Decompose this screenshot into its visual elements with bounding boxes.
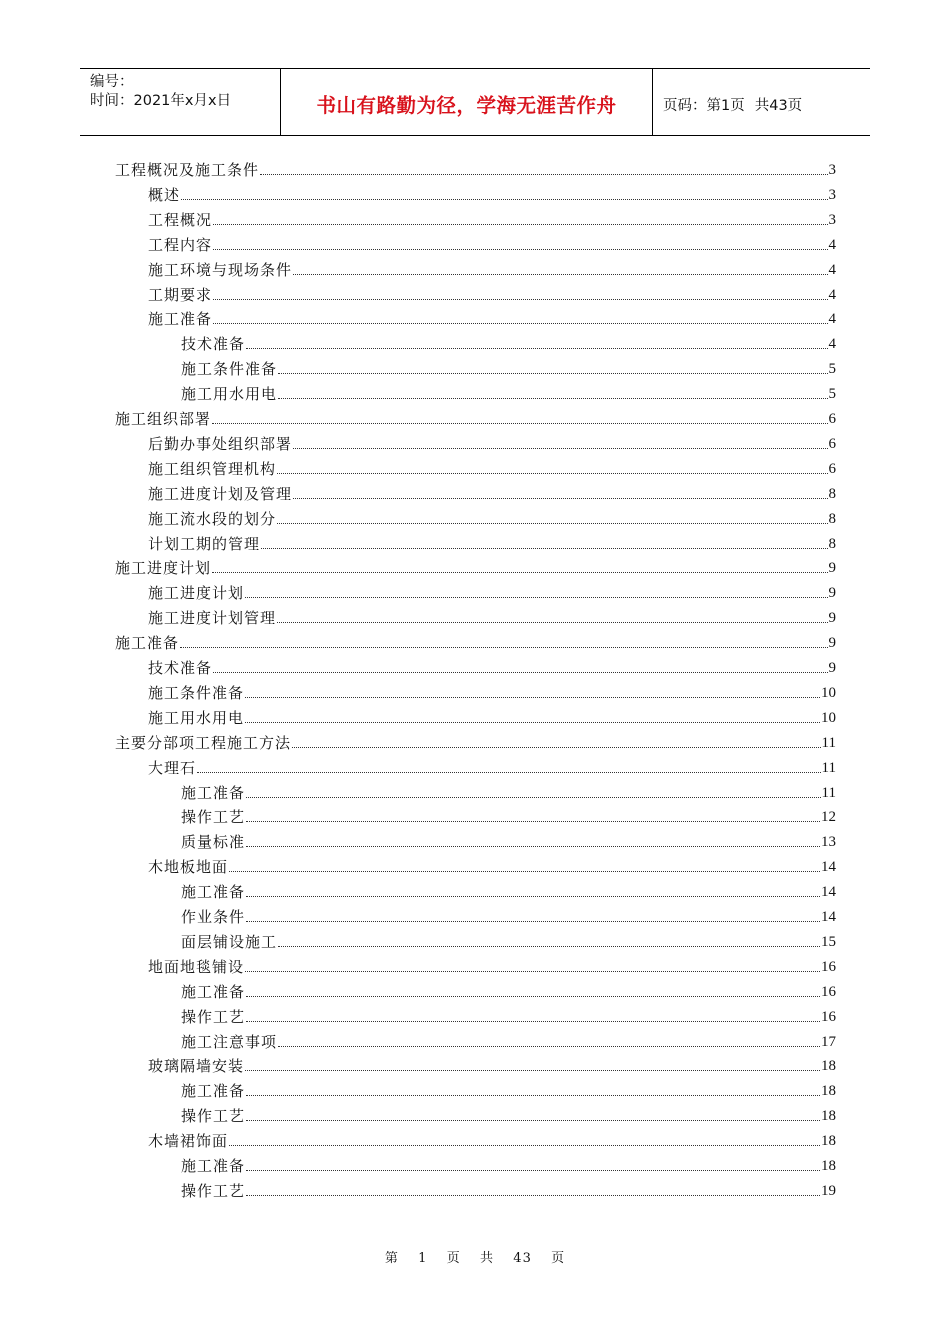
toc-entry-title: 操作工艺 [181, 808, 246, 827]
toc-leader-dots [246, 921, 820, 922]
toc-entry-page: 4 [828, 336, 836, 353]
toc-leader-dots [246, 1195, 820, 1196]
toc-entry[interactable] [148, 581, 836, 603]
toc-leader-dots [212, 572, 827, 573]
toc-leader-dots [246, 846, 820, 847]
toc-entry-title: 施工准备 [181, 982, 246, 1001]
toc-leader-dots [277, 622, 827, 623]
toc-entry[interactable] [148, 183, 836, 205]
toc-leader-dots [229, 871, 820, 872]
toc-entry-title: 施工准备 [148, 310, 213, 329]
toc-entry[interactable] [181, 930, 836, 952]
toc-entry-page: 11 [821, 759, 836, 776]
toc-entry-title: 施工环境与现场条件 [148, 260, 293, 279]
toc-entry-page: 3 [828, 162, 836, 178]
toc-leader-dots [246, 1021, 820, 1022]
toc-leader-dots [246, 797, 821, 798]
toc-entry-page: 9 [828, 635, 836, 652]
toc-entry[interactable] [148, 457, 836, 479]
toc-entry-title: 操作工艺 [181, 1181, 246, 1200]
toc-leader-dots [197, 772, 821, 773]
toc-entry[interactable] [148, 1129, 836, 1151]
toc-entry[interactable] [148, 482, 836, 504]
toc-entry[interactable] [115, 731, 836, 753]
toc-entry[interactable] [148, 681, 836, 703]
toc-entry-title: 技术准备 [148, 659, 213, 677]
toc-entry[interactable] [148, 307, 836, 329]
toc-leader-dots [277, 473, 827, 474]
toc-entry-page: 12 [821, 809, 836, 826]
toc-entry-title: 主要分部项工程施工方法 [115, 733, 292, 752]
toc-entry[interactable] [181, 1030, 836, 1052]
toc-leader-dots [293, 448, 827, 449]
toc-entry-title: 工程内容 [148, 235, 213, 254]
toc-leader-dots [246, 821, 820, 822]
toc-entry[interactable] [148, 283, 836, 305]
toc-leader-dots [213, 224, 827, 225]
toc-leader-dots [278, 373, 827, 374]
toc-leader-dots [245, 697, 820, 698]
toc-entry-page: 16 [821, 983, 836, 1000]
toc-entry-title: 施工进度计划管理 [148, 609, 277, 628]
toc-entry[interactable] [181, 382, 836, 404]
toc-leader-dots [213, 299, 827, 300]
toc-entry-title: 施工准备 [181, 783, 246, 802]
toc-entry[interactable] [181, 1179, 836, 1201]
toc-entry[interactable] [181, 980, 836, 1002]
toc-entry-title: 玻璃隔墙安装 [148, 1057, 245, 1076]
toc-entry-title: 施工进度计划 [115, 559, 212, 578]
header-meta [80, 69, 281, 135]
toc-leader-dots [278, 946, 820, 947]
toc-entry-page: 11 [821, 734, 836, 751]
toc-entry-page: 6 [828, 435, 836, 452]
toc-entry-title: 施工条件准备 [148, 683, 245, 702]
toc-leader-dots [229, 1145, 820, 1146]
header-time: 时间：2021年x月x日 [90, 93, 232, 109]
toc-entry-page: 6 [828, 411, 836, 427]
toc-entry[interactable] [181, 805, 836, 827]
toc-leader-dots [212, 423, 827, 424]
footer-ye-2: 页 [551, 1251, 566, 1266]
toc-entry[interactable] [181, 1104, 836, 1126]
toc-leader-dots [246, 348, 827, 349]
toc-entry-page: 14 [821, 859, 836, 876]
toc-entry-page: 4 [828, 311, 836, 328]
toc-entry-page: 10 [821, 684, 836, 701]
toc-entry-page: 16 [821, 1008, 836, 1025]
toc-entry[interactable] [148, 208, 836, 230]
toc-leader-dots [261, 548, 827, 549]
toc-entry-page: 18 [821, 1058, 836, 1075]
toc-entry[interactable] [181, 1005, 836, 1027]
toc-entry-page: 14 [821, 884, 836, 901]
toc-leader-dots [293, 498, 827, 499]
toc-entry[interactable] [181, 332, 836, 354]
header-number: 编号： [90, 74, 134, 90]
toc-entry-page: 4 [828, 261, 836, 278]
toc-entry-title: 后勤办事处组织部署 [148, 434, 293, 453]
toc-entry-title: 施工组织部署 [115, 410, 212, 428]
toc-entry-title: 施工注意事项 [181, 1032, 278, 1051]
toc-entry-page: 10 [821, 709, 836, 726]
footer-di: 第 [384, 1251, 399, 1266]
toc-leader-dots [246, 1095, 820, 1096]
toc-entry-page: 19 [821, 1182, 836, 1199]
toc-entry-title: 地面地毯铺设 [148, 957, 245, 976]
toc-entry[interactable] [148, 855, 836, 877]
toc-entry-page: 18 [821, 1133, 836, 1150]
toc-entry[interactable] [148, 1054, 836, 1076]
toc-leader-dots [213, 249, 827, 250]
toc-leader-dots [245, 722, 820, 723]
toc-entry-page: 8 [828, 535, 836, 552]
toc-leader-dots [246, 1120, 820, 1121]
toc-entry-title: 施工准备 [181, 1157, 246, 1175]
toc-entry[interactable] [148, 507, 836, 529]
toc-entry-title: 技术准备 [181, 335, 246, 354]
toc-entry-page: 9 [828, 610, 836, 627]
toc-entry[interactable] [115, 556, 836, 578]
toc-entry-title: 施工流水段的划分 [148, 509, 277, 528]
toc-entry-title: 操作工艺 [181, 1107, 246, 1126]
toc-entry-page: 9 [828, 560, 836, 577]
toc-entry-title: 施工进度计划及管理 [148, 484, 293, 503]
toc-entry-page: 18 [821, 1158, 836, 1174]
toc-leader-dots [245, 1070, 820, 1071]
header-total: 共43页 [754, 97, 803, 114]
toc-entry-title: 施工准备 [181, 1082, 246, 1101]
footer-ye: 页 [446, 1251, 461, 1266]
toc-entry-title: 面层铺设施工 [181, 932, 278, 951]
toc-entry-page: 9 [828, 660, 836, 676]
header-page-cell [653, 69, 870, 135]
toc-entry-page: 8 [828, 510, 836, 527]
toc-entry-title: 施工准备 [115, 634, 180, 653]
toc-leader-dots [260, 174, 827, 175]
toc-entry-title: 施工用水用电 [181, 385, 278, 404]
toc-entry-title: 工程概况及施工条件 [115, 161, 260, 179]
toc-entry-page: 11 [821, 784, 836, 801]
toc-leader-dots [245, 971, 820, 972]
toc-entry[interactable] [115, 158, 836, 180]
toc-entry[interactable] [181, 905, 836, 927]
toc-entry-title: 木墙裙饰面 [148, 1132, 229, 1151]
toc-entry-page: 14 [821, 909, 836, 925]
page-header [80, 68, 870, 136]
toc-leader-dots [246, 896, 820, 897]
toc-entry-title: 施工条件准备 [181, 360, 278, 379]
header-motto: 书山有路勤为径，学海无涯苦作舟 [316, 94, 617, 117]
toc-entry-title: 操作工艺 [181, 1007, 246, 1026]
toc-entry-title: 计划工期的管理 [148, 534, 261, 553]
toc-entry[interactable] [148, 955, 836, 977]
toc-entry-page: 6 [828, 460, 836, 477]
toc-entry[interactable] [181, 357, 836, 379]
toc-leader-dots [181, 199, 827, 200]
toc-leader-dots [245, 597, 827, 598]
footer-total-pages: 43 [513, 1251, 532, 1266]
toc-entry-page: 8 [828, 485, 836, 502]
toc-entry[interactable] [148, 432, 836, 454]
toc-entry-page: 3 [828, 211, 836, 228]
toc-entry[interactable] [115, 631, 836, 653]
toc-entry[interactable] [148, 233, 836, 255]
toc-entry[interactable] [181, 830, 836, 852]
toc-leader-dots [213, 323, 827, 324]
toc-entry-title: 施工进度计划 [148, 584, 245, 603]
toc-entry[interactable] [148, 756, 836, 778]
toc-entry-page: 18 [821, 1083, 836, 1100]
toc-entry-title: 施工准备 [181, 883, 246, 902]
toc-entry[interactable] [148, 606, 836, 628]
toc-entry-page: 9 [828, 585, 836, 602]
toc-entry[interactable] [148, 532, 836, 554]
toc-entry[interactable] [148, 656, 836, 678]
toc-entry-title: 施工组织管理机构 [148, 459, 277, 478]
toc-entry-page: 13 [821, 834, 836, 851]
toc-entry[interactable] [148, 258, 836, 280]
toc-leader-dots [213, 672, 827, 673]
toc-entry[interactable] [115, 407, 836, 429]
toc-entry-title: 作业条件 [181, 908, 246, 926]
toc-entry[interactable] [181, 1154, 836, 1176]
toc-leader-dots [278, 398, 827, 399]
toc-entry-page: 18 [821, 1108, 836, 1125]
toc-entry-page: 17 [821, 1033, 836, 1050]
toc-entry-page: 4 [828, 236, 836, 253]
toc-entry[interactable] [181, 781, 836, 803]
toc-entry-page: 5 [828, 361, 836, 378]
toc-entry-title: 大理石 [148, 758, 197, 777]
toc-entry-page: 4 [828, 286, 836, 303]
toc-entry-page: 15 [821, 933, 836, 950]
toc-entry-title: 木地板地面 [148, 858, 229, 877]
toc-entry-title: 施工用水用电 [148, 708, 245, 727]
toc-leader-dots [246, 996, 820, 997]
toc-leader-dots [293, 274, 827, 275]
toc-entry-page: 5 [828, 386, 836, 403]
toc-leader-dots [180, 647, 827, 648]
footer-page-number: 1 [418, 1251, 428, 1266]
toc-entry-title: 工程概况 [148, 210, 213, 229]
toc-entry-page: 3 [828, 186, 836, 203]
toc-entry-title: 质量标准 [181, 833, 246, 852]
page-footer [0, 1247, 950, 1266]
toc-entry-title: 工期要求 [148, 285, 213, 304]
header-motto-cell [281, 69, 653, 135]
toc-leader-dots [246, 1170, 820, 1171]
toc-entry-title: 概述 [148, 185, 181, 204]
header-page: 页码：第1页 [663, 97, 745, 114]
toc-leader-dots [278, 1046, 820, 1047]
toc-entry-page: 16 [821, 958, 836, 975]
toc-leader-dots [292, 747, 821, 748]
toc-entry[interactable] [181, 880, 836, 902]
toc-leader-dots [277, 523, 827, 524]
toc-entry[interactable] [181, 1079, 836, 1101]
toc-entry[interactable] [148, 706, 836, 728]
footer-gong: 共 [480, 1251, 495, 1266]
